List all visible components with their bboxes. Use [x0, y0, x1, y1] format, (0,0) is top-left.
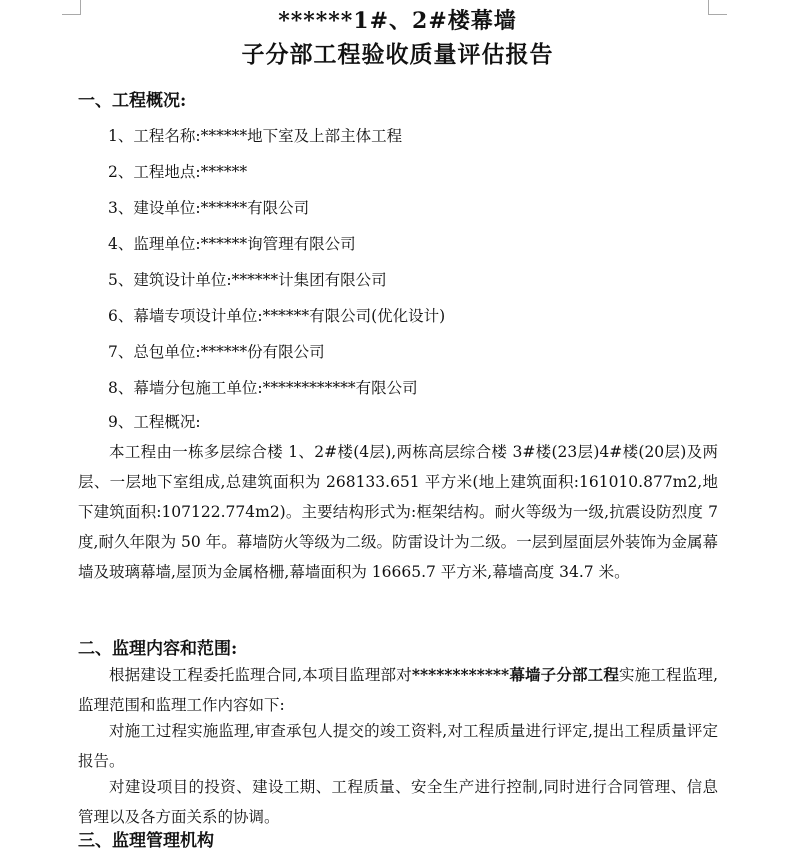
owner-item: 3、建设单位:******有限公司 — [108, 199, 310, 217]
general-contractor-item: 7、总包单位:******份有限公司 — [108, 343, 325, 361]
project-name-item: 1、工程名称:******地下室及上部主体工程 — [108, 127, 403, 145]
section3-heading: 三、监理管理机构 — [78, 831, 214, 851]
curtain-wall-designer-item: 6、幕墙专项设计单位:******有限公司(优化设计) — [108, 307, 446, 325]
scope-text-before: 根据建设工程委托监理合同,本项目监理部对 — [109, 666, 412, 684]
section2-heading: 二、监理内容和范围: — [78, 639, 238, 659]
supervision-scope-paragraph — [78, 660, 718, 720]
scope-project-name: ************幕墙子分部工程 — [411, 665, 620, 684]
curtain-wall-subcontractor-item: 8、幕墙分包施工单位:************有限公司 — [108, 379, 418, 397]
report-title-line2: 子分部工程验收质量评估报告 — [241, 41, 554, 68]
scope-text-after: 实施工程监理,监理范围和监理工作内容如下: — [78, 666, 718, 714]
overview-label-item: 9、工程概况: — [108, 413, 201, 431]
project-location-item: 2、工程地点:****** — [108, 163, 248, 181]
architect-item: 5、建筑设计单位:******计集团有限公司 — [108, 271, 387, 289]
supervisor-item: 4、监理单位:******询管理有限公司 — [108, 235, 356, 253]
project-control-paragraph: 对建设项目的投资、建设工期、工程质量、安全生产进行控制,同时进行合同管理、信息管理以及各方面关系的协调。 — [78, 778, 718, 826]
construction-supervision-paragraph: 对施工过程实施监理,审查承包人提交的竣工资料,对工程质量进行评定,提出工程质量评定报告。 — [78, 722, 718, 770]
report-title-line1: ******1#、2#楼幕墙 — [278, 8, 517, 34]
project-overview-paragraph: 本工程由一栋多层综合楼 1、2#楼(4层),两栋高层综合楼 3#楼(23层)4#楼(20层)及两层、一层地下室组成,总建筑面积为 268133.651 平方米(地上建筑面积:161010.877m2,地下建筑面积:107122.774m2)。主要结构形式为:框架结构。耐火等级为一级,抗震设防烈度 7 度,耐久年限为 50 年。幕墙防火等级为二级。防雷设计为二级。一层到屋面层外装饰为金属幕墙及玻璃幕墙,屋顶为金属格栅,幕墙面积为 16665.7 平方米,幕墙高度 34.7 米。 — [78, 443, 718, 581]
section1-heading: 一、工程概况: — [78, 91, 187, 111]
